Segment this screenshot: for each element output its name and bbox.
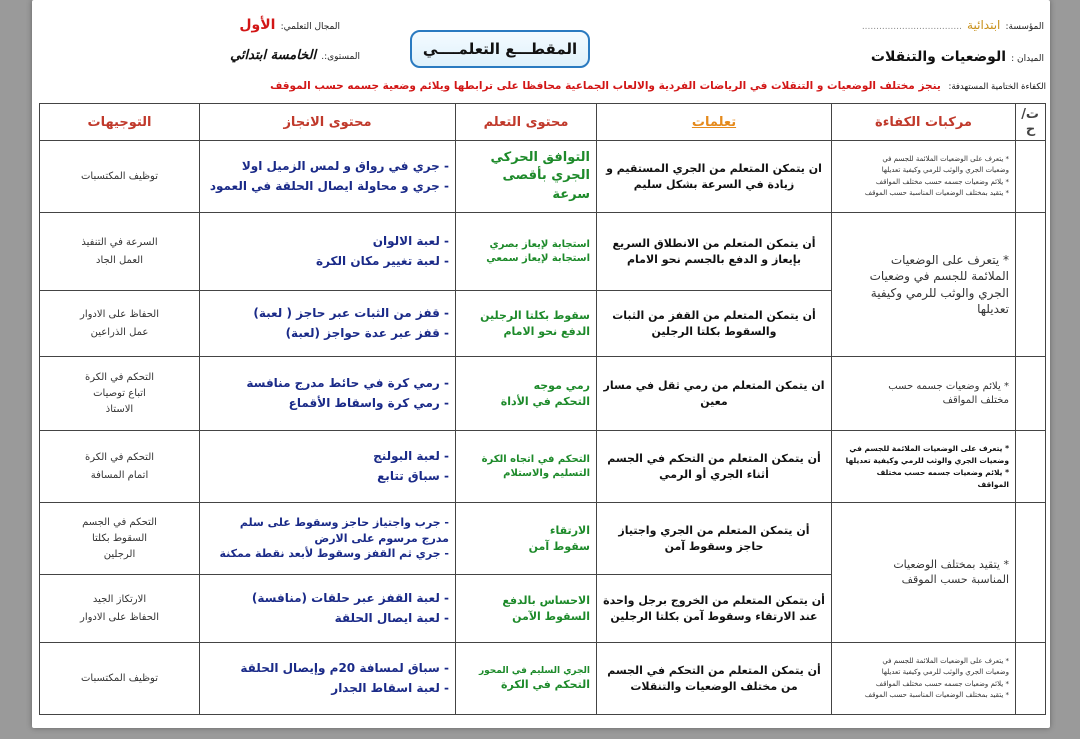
- table-row: [40, 213, 1046, 291]
- components-cell: * يلائم وضعيات جسمه حسب مختلف المواقف: [832, 357, 1016, 431]
- lesson-plan-table: [39, 103, 1046, 715]
- final-competence: [36, 80, 1046, 92]
- level-line: [230, 44, 360, 63]
- lesson-plan-page: [32, 0, 1050, 728]
- domain-label: الميدان :: [1011, 54, 1044, 64]
- learning-cell: ان يتمكن المتعلم من رمي ثقل في مسار معين: [597, 357, 832, 431]
- level-label: المستوى:.: [321, 52, 360, 62]
- learning-content-cell: الارتقاء سقوط آمن: [456, 503, 597, 575]
- learning-content-cell: الاحساس بالدفع السقوط الآمن: [456, 575, 597, 643]
- number-cell: [1016, 431, 1046, 503]
- guidance-cell: توظيف المكتسبات: [40, 141, 200, 213]
- learning-cell: أن يتمكن المتعلم من التحكم في الجسم من مختلف الوضعيات والتنقلات: [597, 643, 832, 715]
- competence-label: الكفاءة الختامية المستهدفة:: [948, 82, 1046, 92]
- learning-content-cell: رمي موجه التحكم في الأداة: [456, 357, 597, 431]
- table-row: [40, 643, 1046, 715]
- number-cell: [1016, 503, 1046, 643]
- learning-cell: أن يتمكن المتعلم من الانطلاق السريع بإيعاز و الدفع بالجسم نحو الامام: [597, 213, 832, 291]
- learning-content-cell: التحكم في اتجاه الكرة التسليم والاستلام: [456, 431, 597, 503]
- table-header-row: [40, 104, 1046, 141]
- table-row: [40, 431, 1046, 503]
- learning-cell: أن يتمكن المتعلم من القفز من الثبات والسقوط بكلتا الرجلين: [597, 291, 832, 357]
- components-cell: * يتعرف على الوضعيات الملائمة للجسم في وضعيات الجري والوثب للرمي وكيفية تعديلها: [832, 213, 1016, 357]
- guidance-cell: التحكم في الكرة اتباع توصيات الاستاذ: [40, 357, 200, 431]
- header-number: ت/ح: [1016, 104, 1046, 141]
- achievement-cell: - لعبة البولنج - سباق تتابع: [200, 431, 456, 503]
- components-cell: * يتقيد بمختلف الوضعيات المناسبة حسب الموقف: [832, 503, 1016, 643]
- guidance-cell: الارتكاز الجيد الحفاظ على الادوار: [40, 575, 200, 643]
- guidance-cell: التحكم في الجسم السقوط بكلتا الرجلين: [40, 503, 200, 575]
- field-line: [239, 14, 340, 33]
- institution-value: ابتدائية: [967, 18, 1001, 32]
- domain-line: [871, 46, 1044, 65]
- number-cell: [1016, 357, 1046, 431]
- number-cell: [1016, 213, 1046, 357]
- guidance-cell: توظيف المكتسبات: [40, 643, 200, 715]
- achievement-cell: - قفز من الثبات عبر حاجز ( لعبة) - قفز عبر عدة حواجز (لعبة): [200, 291, 456, 357]
- header-achievement-content: محتوى الانجاز: [200, 104, 456, 141]
- learning-content-cell: سقوط بكلتا الرجلين الدفع نحو الامام: [456, 291, 597, 357]
- table-row: [40, 357, 1046, 431]
- learning-cell: أن يتمكن المتعلم من الجري واجتياز حاجز وسقوط آمن: [597, 503, 832, 575]
- table-row: [40, 141, 1046, 213]
- achievement-cell: - لعبة القفز عبر حلقات (منافسة) - لعبة ايصال الحلقة: [200, 575, 456, 643]
- components-cell: * يتعرف على الوضعيات الملائمة للجسم في وضعيات الجري والوثب للرمي وكيفية تعديلها * يلائم وضعيات جسمه حسب مختلف المواقف: [832, 431, 1016, 503]
- learning-content-cell: التوافق الحركي الجري بأقصى سرعة: [456, 141, 597, 213]
- learning-content-cell: استجابة لإيعاز بصري استجابة لإيعاز سمعي: [456, 213, 597, 291]
- number-cell: [1016, 643, 1046, 715]
- level-value: الخامسة ابتدائي: [230, 48, 317, 63]
- learning-cell: ان يتمكن المتعلم من الجري المستقيم و زيادة في السرعة بشكل سليم: [597, 141, 832, 213]
- achievement-cell: - جري في رواق و لمس الزميل اولا - جري و محاولة ايصال الحلقة في العمود: [200, 141, 456, 213]
- achievement-cell: - لعبة الالوان - لعبة تغيير مكان الكرة: [200, 213, 456, 291]
- header-guidance: التوجيهات: [40, 104, 200, 141]
- table-row: [40, 503, 1046, 575]
- institution-label: المؤسسة:: [1005, 22, 1044, 32]
- header-learnings: تعلمات: [597, 104, 832, 141]
- header-components: مركبات الكفاءة: [832, 104, 1016, 141]
- achievement-cell: - سباق لمسافة 20م وإيصال الحلقة - لعبة اسقاط الجدار: [200, 643, 456, 715]
- number-cell: [1016, 141, 1046, 213]
- learning-content-cell: الجري السليم في المحور التحكم في الكرة: [456, 643, 597, 715]
- learning-cell: أن يتمكن المتعلم من التحكم في الجسم أثناء الجري أو الرمي: [597, 431, 832, 503]
- guidance-cell: الحفاظ على الادوار عمل الذراعين: [40, 291, 200, 357]
- field-value: الأول: [239, 17, 276, 33]
- components-cell: * يتعرف على الوضعيات الملائمة للجسم في وضعيات الجري والوثب للرمي وكيفية تعديلها * يلائم وضعيات جسمه حسب مختلف المواقف * يتقيد بمختلف الوضعيات المناسبة حسب الموقف: [832, 643, 1016, 715]
- institution-line: المؤسسة: ابتدائية ...................................: [861, 18, 1044, 32]
- page-title: المقطـــع التعلمــــي: [410, 30, 590, 68]
- competence-value: ينجز مختلف الوضعيات و التنقلات في الرياضات الفردية والالعاب الجماعية محافظا على ترابطها ويلائم وضعية جسمه حسب الموقف: [270, 80, 941, 92]
- achievement-cell: - رمي كرة في حائط مدرج منافسة - رمي كرة واسقاط الأقماع: [200, 357, 456, 431]
- learning-cell: أن يتمكن المتعلم من الخروج برجل واحدة عند الارتقاء وسقوط آمن بكلتا الرجلين: [597, 575, 832, 643]
- guidance-cell: السرعة في التنفيذ العمل الجاد: [40, 213, 200, 291]
- guidance-cell: التحكم في الكرة اتمام المسافة: [40, 431, 200, 503]
- field-label: المجال التعلمي:: [280, 22, 340, 32]
- achievement-cell: - جرب واجتياز حاجز وسقوط على سلم مدرج مرسوم على الارض - جري ثم القفز وسقوط لأبعد نقطة ممكنة: [200, 503, 456, 575]
- domain-value: الوضعيات والتنقلات: [870, 49, 1007, 65]
- header-learning-content: محتوى التعلم: [456, 104, 597, 141]
- components-cell: * يتعرف على الوضعيات الملائمة للجسم في وضعيات الجري والوثب للرمي وكيفية تعديلها * يلائم وضعيات جسمه حسب مختلف المواقف * يتقيد بمختلف الوضعيات المناسبة حسب الموقف: [832, 141, 1016, 213]
